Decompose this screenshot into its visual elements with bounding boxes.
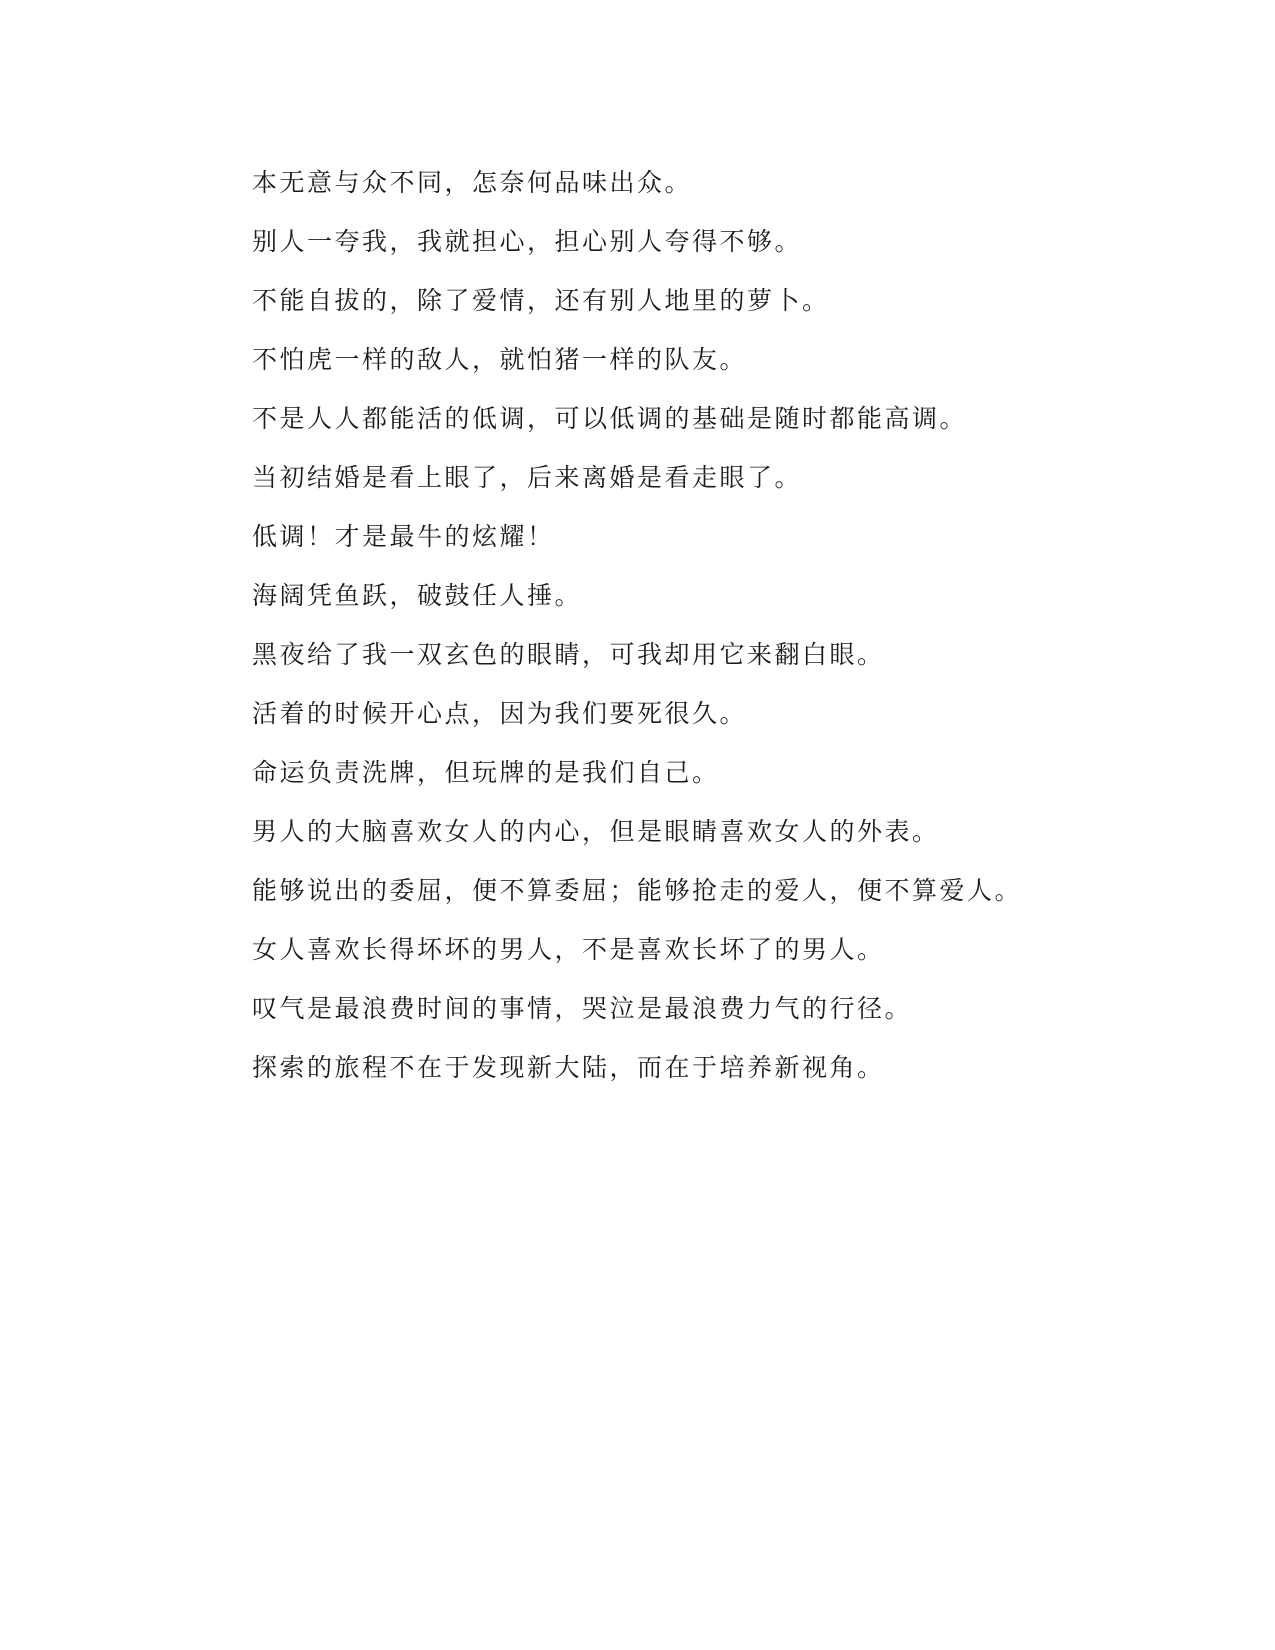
text-line: 活着的时候开心点，因为我们要死很久。 [252,699,748,728]
text-line: 探索的旅程不在于发现新大陆，而在于培养新视角。 [252,1053,885,1082]
text-line: 不怕虎一样的敌人，就怕猪一样的队友。 [252,345,748,374]
text-line: 低调！才是最牛的炫耀！ [252,522,555,551]
text-line: 命运负责洗牌，但玩牌的是我们自己。 [252,758,720,787]
text-line: 能够说出的委屈，便不算委屈；能够抢走的爱人，便不算爱人。 [252,876,1023,905]
text-line: 不能自拔的，除了爱情，还有别人地里的萝卜。 [252,286,830,315]
text-line: 叹气是最浪费时间的事情，哭泣是最浪费力气的行径。 [252,994,913,1023]
text-line: 当初结婚是看上眼了，后来离婚是看走眼了。 [252,463,803,492]
text-line: 女人喜欢长得坏坏的男人，不是喜欢长坏了的男人。 [252,935,885,964]
text-line: 男人的大脑喜欢女人的内心，但是眼睛喜欢女人的外表。 [252,817,940,846]
text-line: 别人一夸我，我就担心，担心别人夸得不够。 [252,227,803,256]
text-line: 不是人人都能活的低调，可以低调的基础是随时都能高调。 [252,404,968,433]
text-line: 黑夜给了我一双玄色的眼睛，可我却用它来翻白眼。 [252,640,885,669]
document-body [252,158,1152,1102]
text-line: 本无意与众不同，怎奈何品味出众。 [252,168,693,197]
text-line: 海阔凭鱼跃，破鼓任人捶。 [252,581,583,610]
